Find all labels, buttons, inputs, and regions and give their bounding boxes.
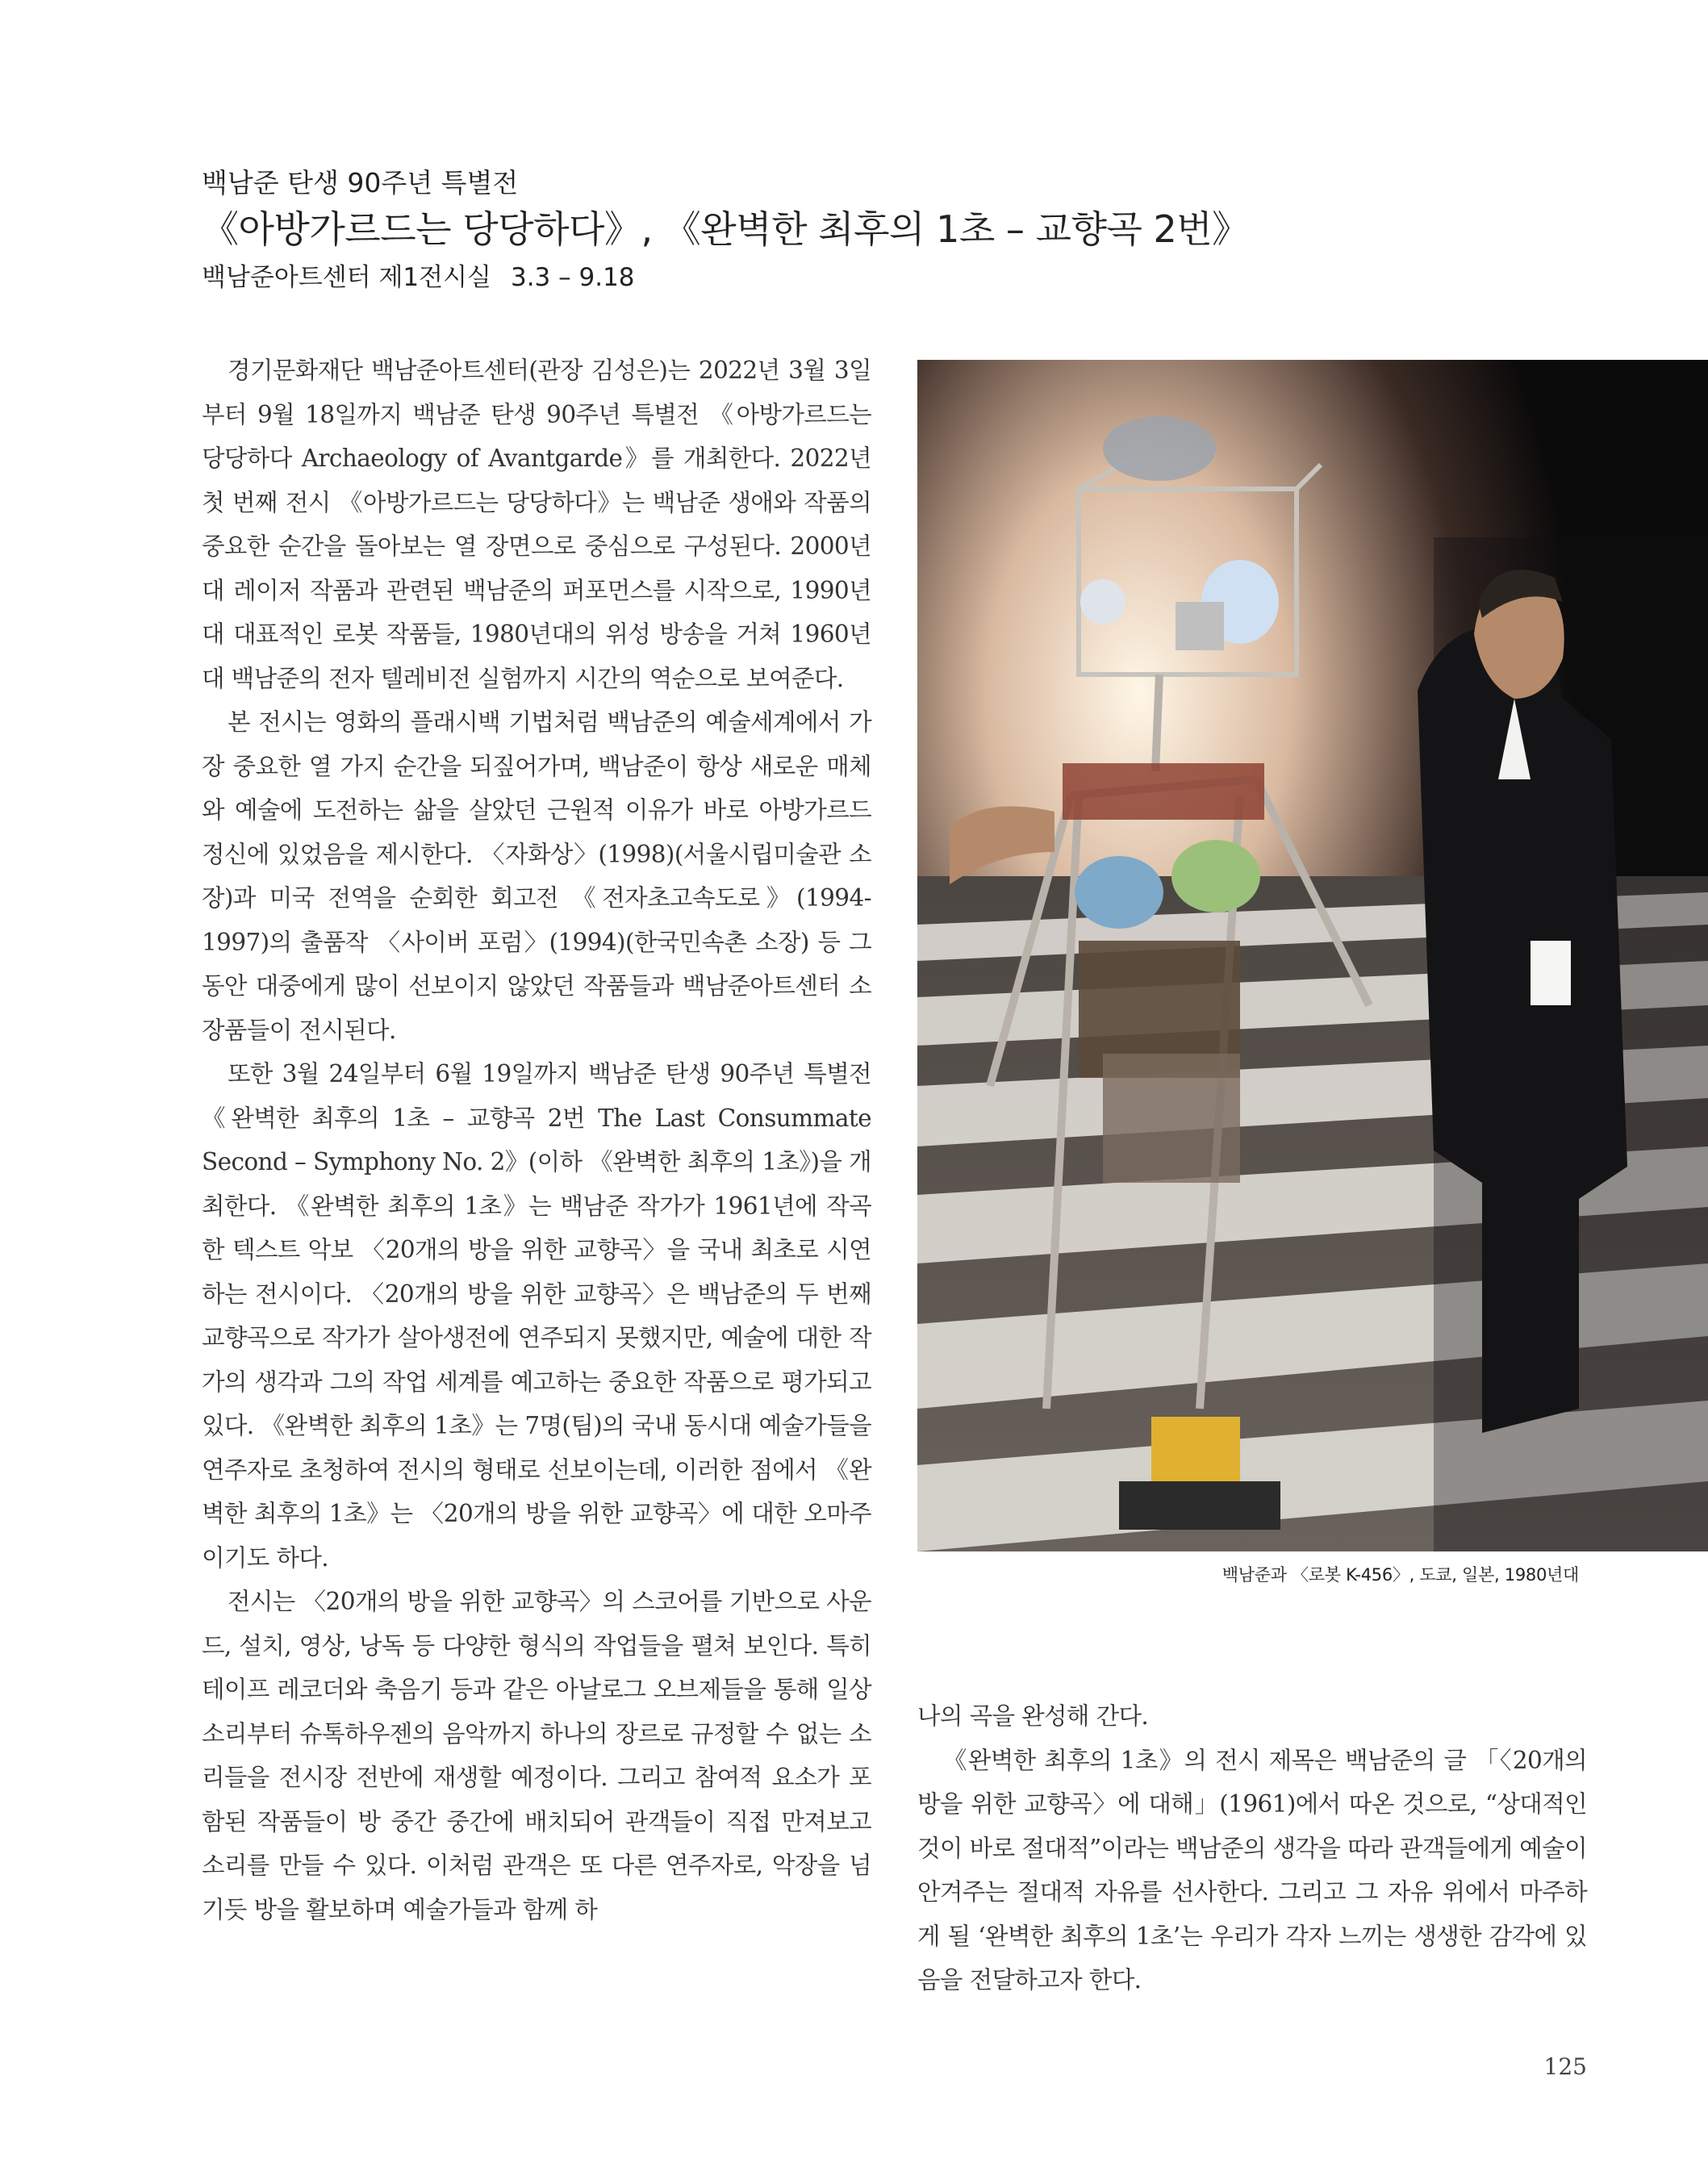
- body-column-left: [202, 349, 871, 1931]
- body-paragraph: 경기문화재단 백남준아트센터(관장 김성은)는 2022년 3월 3일부터 9월 18일까지 백남준 탄생 90주년 특별전 《아방가르드는 당당하다 Archaeology of Avantgarde》를 개최한다. 2022년 첫 번째 전시 《아방가르드는 당당하다》는 백남준 생애와 작품의 중요한 순간을 돌아보는 열 장면으로 중심으로 구성된다. 2000년대 레이저 작품과 관련된 백남준의 퍼포먼스를 시작으로, 1990년대 대표적인 로봇 작품들, 1980년대의 위성 방송을 거쳐 1960년대 백남준의 전자 텔레비전 실험까지 시간의 역순으로 보여준다.: [202, 357, 871, 692]
- exhibition-title: 《아방가르드는 당당하다》, 《완벽한 최후의 1초 – 교향곡 2번》: [202, 207, 1249, 251]
- page-number: 125: [1543, 2053, 1587, 2080]
- venue-name: 백남준아트센터 제1전시실: [202, 263, 491, 292]
- body-paragraph: 전시는 〈20개의 방을 위한 교향곡〉의 스코어를 기반으로 사운드, 설치, 영상, 낭독 등 다양한 형식의 작업들을 펼쳐 보인다. 특히 테이프 레코더와 축음기 등과 같은 아날로그 오브제들을 통해 일상 소리부터 슈톡하우젠의 음악까지 하나의 장르로 규정할 수 없는 소리들을 전시장 전반에 재생할 예정이다. 그리고 참여적 요소가 포함된 작품들이 방 중간 중간에 배치되어 관객들이 직접 만져보고 소리를 만들 수 있다. 이처럼 관객은 또 다른 연주자로, 악장을 넘기듯 방을 활보하며 예술가들과 함께 하: [202, 1588, 871, 1923]
- article-header: [202, 165, 1249, 294]
- body-paragraph: 본 전시는 영화의 플래시백 기법처럼 백남준의 예술세계에서 가장 중요한 열 가지 순간을 되짚어가며, 백남준이 항상 새로운 매체와 예술에 도전하는 삶을 살았던 근원적 이유가 바로 아방가르드 정신에 있었음을 제시한다. 〈자화상〉(1998)(서울시립미술관 소장)과 미국 전역을 순회한 회고전 《전자초고속도로》(1994-1997)의 출품작 〈사이버 포럼〉(1994)(한국민속촌 소장) 등 그동안 대중에게 많이 선보이지 않았던 작품들과 백남준아트센터 소장품들이 전시된다.: [202, 708, 871, 1044]
- exhibition-dates: 3.3 – 9.18: [510, 263, 635, 292]
- body-column-right: [917, 1694, 1587, 2002]
- body-paragraph: 또한 3월 24일부터 6월 19일까지 백남준 탄생 90주년 특별전 《완벽한 최후의 1초 – 교향곡 2번 The Last Consummate Second – Symphony No. 2》(이하 《완벽한 최후의 1초》)을 개최한다. 《완벽한 최후의 1초》는 백남준 작가가 1961년에 작곡한 텍스트 악보 〈20개의 방을 위한 교향곡〉을 국내 최초로 시연하는 전시이다. 〈20개의 방을 위한 교향곡〉은 백남준의 두 번째 교향곡으로 작가가 살아생전에 연주되지 못했지만, 예술에 대한 작가의 생각과 그의 작업 세계를 예고하는 중요한 작품으로 평가되고 있다. 《완벽한 최후의 1초》는 7명(팀)의 국내 동시대 예술가들을 연주자로 초청하여 전시의 형태로 선보이는데, 이러한 점에서 《완벽한 최후의 1초》는 〈20개의 방을 위한 교향곡〉에 대한 오마주이기도 하다.: [202, 1060, 871, 1572]
- body-paragraph: 《완벽한 최후의 1초》의 전시 제목은 백남준의 글 「〈20개의 방을 위한 교향곡〉에 대해」(1961)에서 따온 것으로, “상대적인 것이 바로 절대적”이라는 백남준의 생각을 따라 관객들에게 예술이 안겨주는 절대적 자유를 선사한다. 그리고 그 자유 위에서 마주하게 될 ‘완벽한 최후의 1초’는 우리가 각자 느끼는 생생한 감각에 있음을 전달하고자 한다.: [917, 1746, 1587, 1994]
- exhibition-kicker: 백남준 탄생 90주년 특별전: [202, 167, 519, 198]
- robot-photo: [917, 360, 1708, 1551]
- exhibition-venue: [202, 261, 1249, 294]
- body-paragraph: 나의 곡을 완성해 간다.: [917, 1702, 1149, 1730]
- photo-caption: 백남준과 〈로봇 K-456〉, 도쿄, 일본, 1980년대: [1221, 1565, 1579, 1585]
